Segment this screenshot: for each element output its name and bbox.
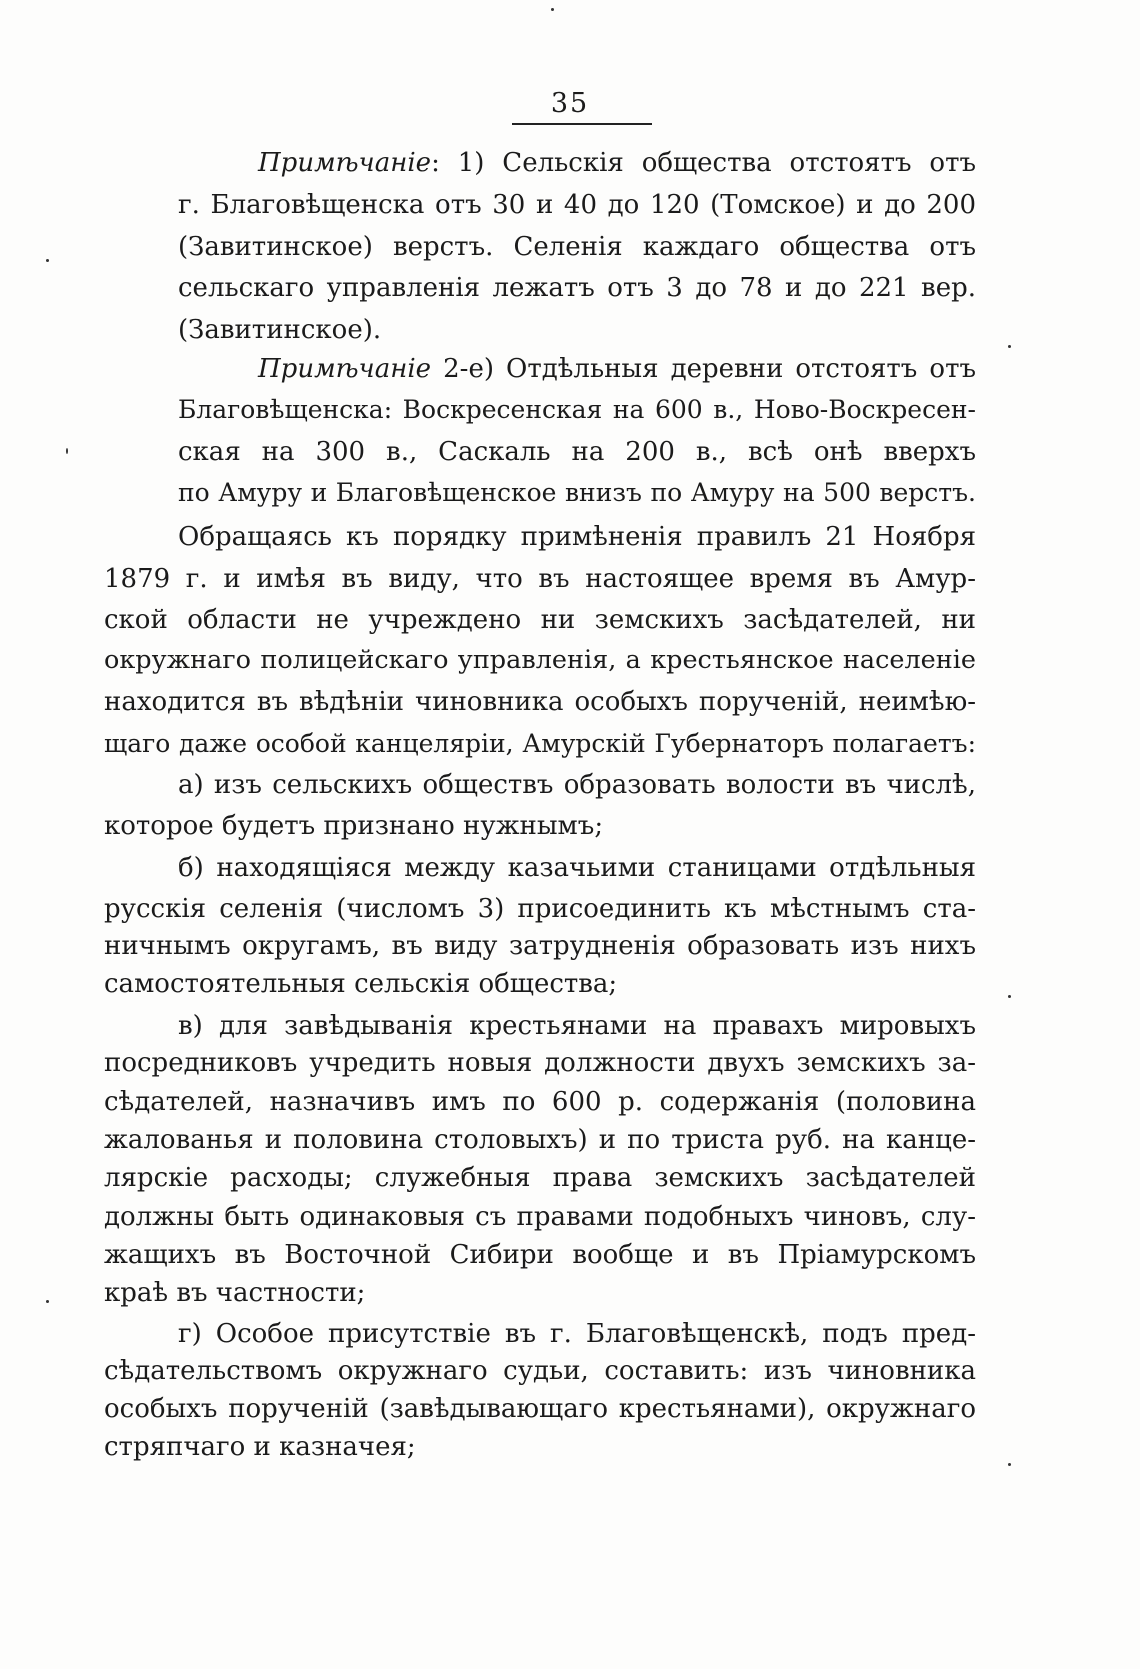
note2-line-2: Благовѣщенска: Воскресенская на 600 в., Ново-Воскресен- (178, 395, 976, 424)
item-b-line-3: ничнымъ округамъ, въ виду затрудненія образовать изъ нихъ (104, 931, 976, 961)
scan-speck (551, 8, 554, 11)
scan-speck (46, 259, 49, 262)
note1-line-1: Примѣчаніе: 1) Сельскія общества отстоятъ отъ (258, 148, 976, 178)
item-b-line-2: русскія селенія (числомъ 3) присоединить къ мѣстнымъ ста- (104, 894, 976, 924)
item-a-line-1: а) изъ сельскихъ обществъ образовать волости въ числѣ, (178, 770, 976, 800)
item-v-line-3: сѣдателей, назначивъ имъ по 600 р. содержанія (половина (104, 1087, 976, 1117)
item-g-line-2: сѣдательствомъ окружнаго судьи, составить: изъ чиновника (104, 1356, 976, 1386)
scan-speck (46, 1300, 49, 1303)
note2-label: Примѣчаніе (258, 354, 432, 384)
main-line-6: щаго даже особой канцеляріи, Амурскій Губернаторъ полагаетъ: (104, 729, 976, 758)
main-line-4: окружнаго полицейскаго управленія, а крестьянское населеніе (104, 645, 976, 675)
item-v-line-6: должны быть одинаковыя съ правами подобныхъ чиновъ, слу- (104, 1202, 976, 1232)
main-line-2: 1879 г. и имѣя въ виду, что въ настоящее время въ Амур- (104, 564, 976, 594)
page-number: 35 (550, 88, 590, 119)
note1-line-4: сельскаго управленія лежатъ отъ 3 до 78 и до 221 вер. (178, 273, 976, 303)
scan-speck (1008, 345, 1011, 348)
note2-line-3: ская на 300 в., Саскаль на 200 в., всѣ онѣ вверхъ (178, 437, 976, 467)
scan-speck (1008, 1463, 1011, 1466)
item-v-line-4: жалованья и половина столовыхъ) и по триста руб. на канце- (104, 1125, 976, 1155)
main-line-3: ской области не учреждено ни земскихъ засѣдателей, ни (104, 605, 976, 635)
note1-line-5: (Завитинское). (178, 315, 382, 345)
note2-line-4: по Амуру и Благовѣщенское внизъ по Амуру на 500 верстъ. (178, 478, 976, 507)
item-b-line-1: б) находящіяся между казачьими станицами отдѣльныя (178, 853, 976, 883)
item-v-line-7: жащихъ въ Восточной Сибири вообще и въ Пріамурскомъ (104, 1240, 976, 1270)
item-a-line-2: которое будетъ признано нужнымъ; (104, 811, 604, 841)
item-b-line-4: самостоятельныя сельскія общества; (104, 969, 618, 999)
item-g-line-3: особыхъ порученій (завѣдывающаго крестьянами), окружнаго (104, 1394, 976, 1424)
item-v-line-5: лярскіе расходы; служебныя права земскихъ засѣдателей (104, 1163, 976, 1193)
main-line-5: находится въ вѣдѣніи чиновника особыхъ порученій, неимѣю- (104, 687, 976, 717)
note1-line-3: (Завитинское) верстъ. Селенія каждаго общества отъ (178, 232, 976, 262)
item-v-line-8: краѣ въ частности; (104, 1278, 366, 1308)
page-number-rule (512, 123, 652, 125)
note1-line-2: г. Благовѣщенска отъ 30 и 40 до 120 (Томское) и до 200 (178, 190, 976, 220)
note2-line-1: Примѣчаніе 2-е) Отдѣльныя деревни отстоятъ отъ (258, 354, 976, 384)
scan-speck (66, 448, 68, 454)
item-g-line-1: г) Особое присутствіе въ г. Благовѣщенскѣ, подъ пред- (178, 1319, 976, 1349)
item-v-line-2: посредниковъ учредить новыя должности двухъ земскихъ за- (104, 1048, 976, 1078)
main-line-1: Обращаясь къ порядку примѣненія правилъ 21 Ноября (178, 522, 976, 552)
item-v-line-1: в) для завѣдыванія крестьянами на правахъ мировыхъ (178, 1011, 976, 1041)
item-g-line-4: стряпчаго и казначея; (104, 1432, 416, 1462)
note1-label: Примѣчаніе (258, 148, 432, 178)
scan-speck (1008, 995, 1011, 998)
